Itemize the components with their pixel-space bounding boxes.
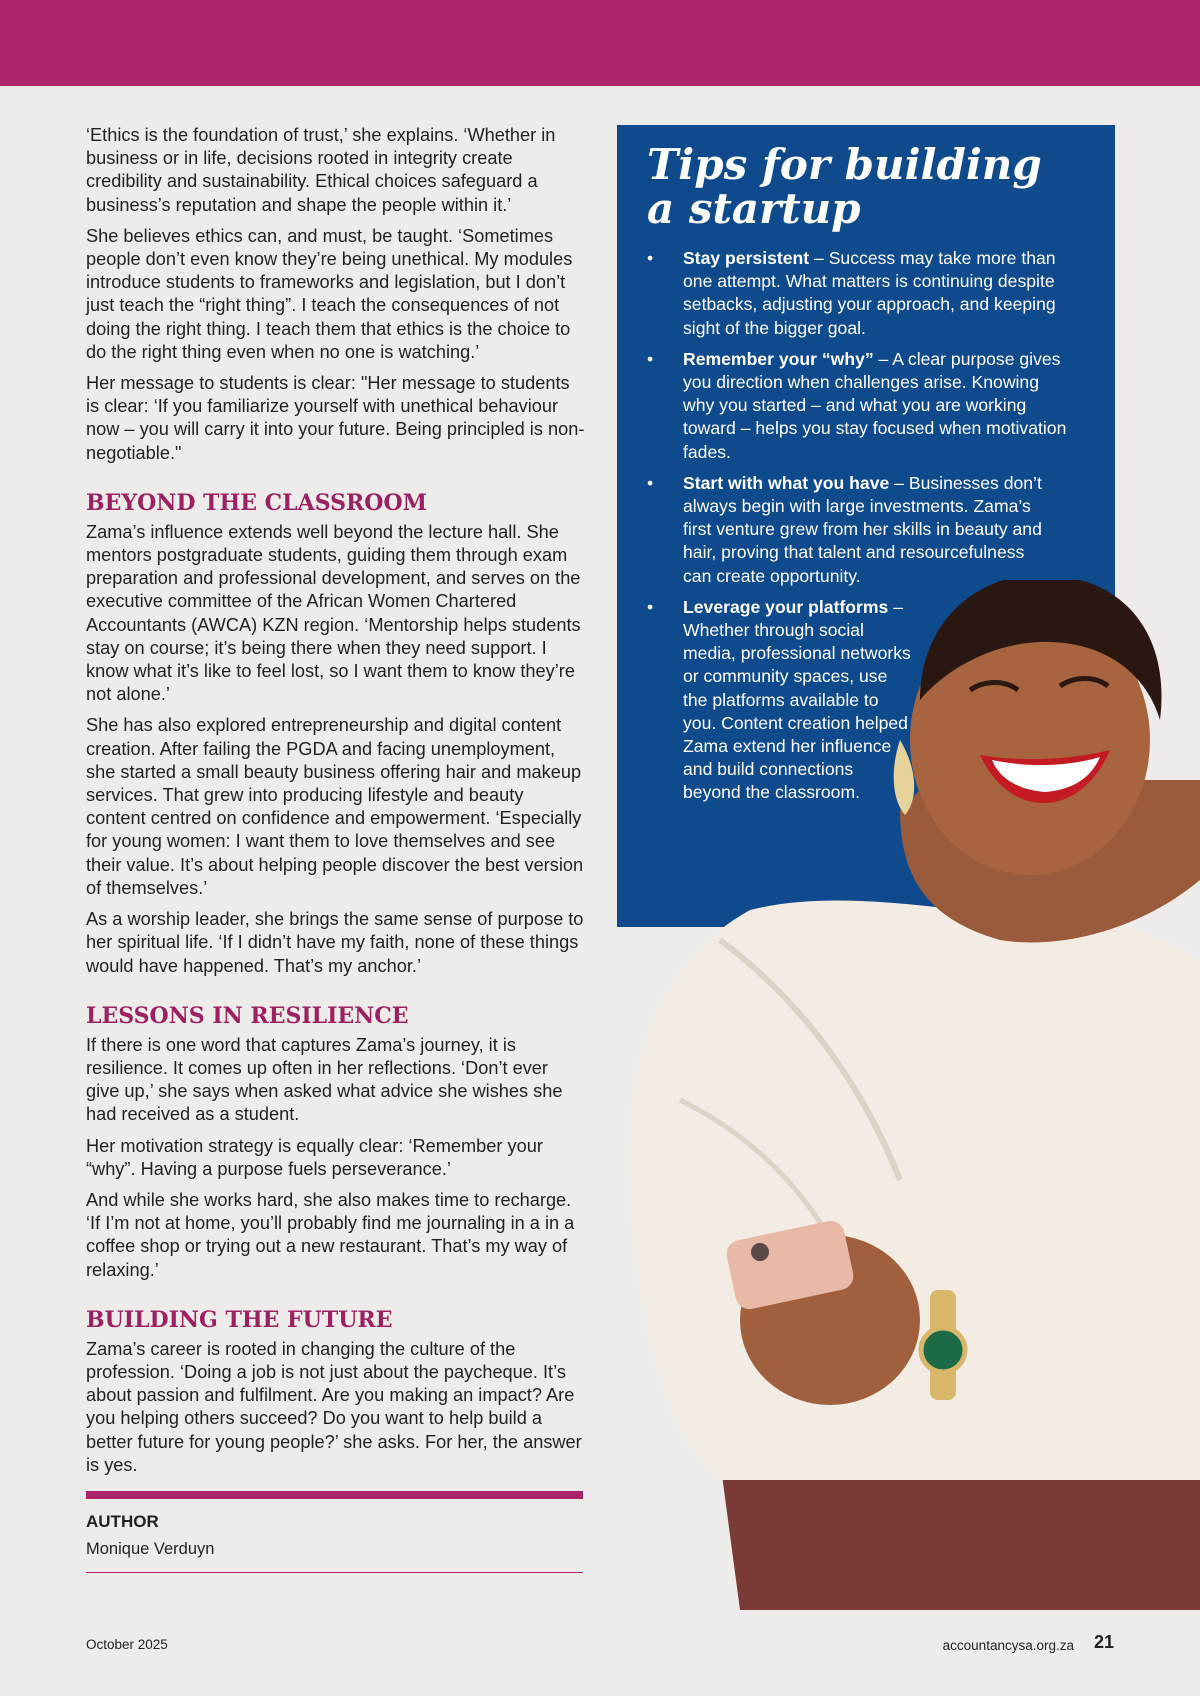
bullet-icon: •	[647, 348, 654, 369]
tip-bold-label: Start with what you have	[683, 472, 890, 493]
section-heading-beyond-the-classroom: BEYOND THE CLASSROOM	[86, 489, 427, 516]
tip-text: – Success may take more than one attempt. What matters is continuing despite setbacks, adjusting your approach, and keeping sight of the bigger goal.	[683, 248, 1056, 338]
paragraph: Her motivation strategy is equally clear: ‘Remember your “why”. Having a purpose fuels perseverance.’	[86, 1135, 543, 1179]
section-heading-building-the-future: BUILDING THE FUTURE	[86, 1306, 393, 1333]
paragraph: Her message to students is clear: "Her message to students is clear: ‘If you familiarize yourself with unethical behaviour now – you will carry it into your future. Being principled is non-negotiable."	[86, 373, 585, 463]
portrait-photo	[600, 580, 1200, 1610]
tip-text: – Businesses don’t always begin with large investments. Zama’s first venture grew from her skills in beauty and hair, proving that talent and resourcefulness can create opportunity.	[683, 472, 1042, 586]
paragraph: She believes ethics can, and must, be taught. ‘Sometimes people don’t even know they’re being unethical. My modules introduce students to frameworks and legislation, but I don’t just teach the “right thing”. I teach the consequences of not doing the right thing. I teach them that ethics is the choice to do the right thing even when no one is watching.’	[86, 225, 573, 362]
author-name: Monique Verduyn	[86, 1540, 215, 1558]
author-label: AUTHOR	[86, 1512, 159, 1531]
watch-face	[921, 1328, 965, 1372]
bullet-icon: •	[647, 248, 654, 268]
paragraph: Zama’s career is rooted in changing the culture of the profession. ‘Doing a job is not just about the paycheque. It’s about passion and fulfilment. Are you making an impact? Are you helping others succeed? Do you want to help build a better future for young people?’ she asks. For her, the answer is yes.	[86, 1338, 582, 1475]
author-divider	[86, 1491, 583, 1499]
tip-bold-label: Stay persistent	[683, 248, 810, 268]
bullet-icon: •	[647, 472, 654, 493]
author-bottom-divider	[86, 1572, 583, 1573]
paragraph: If there is one word that captures Zama’s journey, it is resilience. It comes up often in her reflections. ‘Don’t ever give up,’ she says when asked what advice she wishes she had received as a student.	[86, 1034, 563, 1125]
tips-title	[647, 140, 1107, 233]
paragraph: ‘Ethics is the foundation of trust,’ she explains. ‘Whether in business or in life, decisions rooted in integrity create credibility and sustainability. Ethical choices safeguard a business’s reputation and shape the people within it.’	[86, 125, 556, 215]
section-heading-lessons-in-resilience: LESSONS IN RESILIENCE	[86, 1002, 409, 1029]
paragraph: As a worship leader, she brings the same sense of purpose to her spiritual life. ‘If I didn’t have my faith, none of these things would have happened. That’s my anchor.’	[86, 909, 584, 976]
tip-bold-label: Leverage your platforms	[683, 596, 889, 617]
tip-item	[647, 472, 1043, 588]
paragraph: Zama’s influence extends well beyond the lecture hall. She mentors postgraduate students, guiding them through exam preparation and professional development, and serves on the executive committee of the African Women Chartered Accountants (AWCA) KZN region. ‘Mentorship helps students stay on course; it’s being there when they need support. I know what it’s like to feel lost, so I want them to know they’re not alone.’	[86, 521, 581, 705]
blouse	[629, 901, 1200, 1480]
article-body	[86, 124, 586, 1485]
tip-text: – Whether through social media, professional networks or community spaces, use the platforms available to you. Content creation helped Zama extend her influence and build connections beyond the classroom.	[683, 596, 911, 803]
paragraph: And while she works hard, she also makes time to recharge. ‘If I’m not at home, you’ll probably find me journaling in a in a coffee shop or trying out a new restaurant. That’s my way of relaxing.’	[86, 1189, 575, 1280]
footer-website: accountancysa.org.za	[942, 1638, 1074, 1653]
tip-item	[647, 348, 1073, 464]
tip-text: – A clear purpose gives you direction when challenges arise. Knowing why you started – and what you are working toward – helps you stay focused when motivation fades.	[683, 348, 1067, 462]
skirt	[720, 1460, 1200, 1610]
tip-item	[647, 247, 1073, 340]
tips-title-line-2: a startup	[647, 184, 861, 233]
tips-title-line-1: Tips for building	[647, 140, 1042, 189]
footer-date: October 2025	[86, 1637, 168, 1652]
page-number: 21	[1094, 1632, 1115, 1652]
phone-camera	[751, 1243, 769, 1261]
tip-bold-label: Remember your “why”	[683, 348, 874, 369]
top-color-bar	[0, 0, 1200, 86]
bullet-icon: •	[647, 596, 654, 617]
paragraph: She has also explored entrepreneurship and digital content creation. After failing the PGDA and facing unemployment, she started a small beauty business offering hair and makeup services. That grew into producing lifestyle and beauty content centred on confidence and empowerment. ‘Especially for young women: I want them to love themselves and see their value. It’s about helping people discover the best version of themselves.’	[86, 715, 584, 898]
